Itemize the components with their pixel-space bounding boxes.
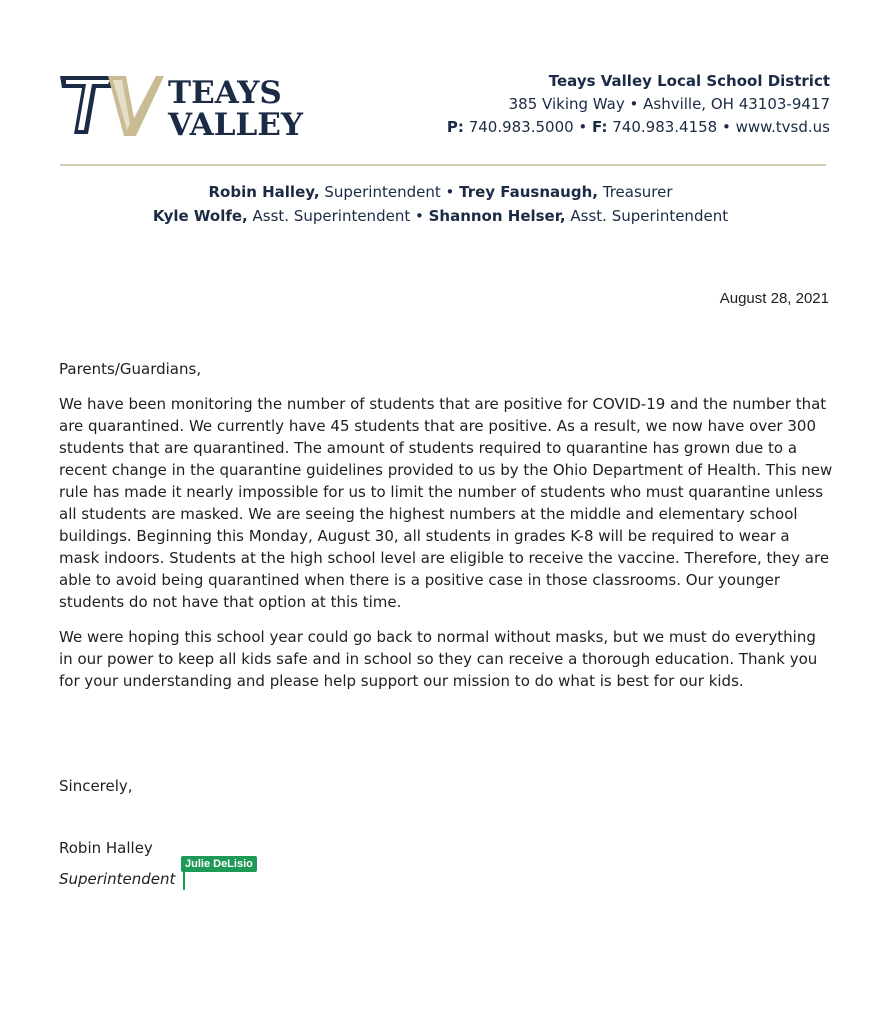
letter-body[interactable] xyxy=(59,358,834,692)
staff-name: Kyle Wolfe, xyxy=(152,207,248,225)
logo-word-valley: VALLEY xyxy=(168,107,304,140)
teays-valley-logo xyxy=(58,72,326,140)
staff-name: Shannon Helser, xyxy=(428,207,566,225)
body-paragraph-2: We were hoping this school year could go back to normal without masks, but we must do everything in our power to keep all kids safe and in school so they can receive a thorough education. Thank you for your understanding and please help support our mission to do what is best for our kids. xyxy=(59,628,818,690)
closing: Sincerely, xyxy=(59,777,133,795)
letter-date: August 28, 2021 xyxy=(719,290,829,307)
staff-name: Robin Halley, xyxy=(208,183,320,201)
staff-role: Superintendent • xyxy=(319,183,460,201)
district-address: 385 Viking Way • Ashville, OH 43103-9417 xyxy=(508,95,830,113)
staff-role: Asst. Superintendent xyxy=(565,207,729,225)
collaborator-name-tag: Julie DeLisio xyxy=(181,856,257,872)
fax-and-website: 740.983.4158 • www.tvsd.us xyxy=(607,118,830,136)
phone-number: 740.983.5000 • xyxy=(463,118,593,136)
logo-t-shape xyxy=(60,76,116,134)
body-paragraph-1: We have been monitoring the number of students that are positive for COVID-19 and the number that are quarantined. We currently have 45 students that are positive. As a result, we now have over 300 students that are quarantined. The amount of students required to quarantine has grown due to a recent change in the quarantine guidelines provided to us by the Ohio Department of Health. This new rule has made it nearly impossible for us to limit the number of students who must quarantine unless all students are masked. We are seeing the highest numbers at the middle and elementary school buildings. Beginning this Monday, August 30, all students in grades K-8 will be required to wear a mask indoors. Students at the high school level are eligible to receive the vaccine. Therefore, they are able to avoid being quarantined when there is a positive case in those classrooms. Our younger students do not have that option at this time. xyxy=(59,395,833,611)
staff-name: Trey Fausnaugh, xyxy=(459,183,598,201)
staff-line-2 xyxy=(0,204,881,228)
staff-role: Treasurer xyxy=(597,183,673,201)
district-name: Teays Valley Local School District xyxy=(548,72,830,90)
staff-list xyxy=(0,180,881,228)
district-phone-fax xyxy=(447,116,830,139)
logo-v-shape xyxy=(108,76,164,136)
collaborator-text-cursor xyxy=(183,871,185,890)
logo-word-teays: TEAYS xyxy=(168,75,282,111)
phone-label: P: xyxy=(446,118,464,136)
fax-label: F: xyxy=(592,118,608,136)
staff-line-1 xyxy=(0,180,881,204)
staff-role: Asst. Superintendent • xyxy=(247,207,429,225)
signer-name: Robin Halley xyxy=(59,839,153,857)
header-divider xyxy=(60,164,826,166)
signer-title: Superintendent xyxy=(59,870,176,888)
salutation: Parents/Guardians, xyxy=(59,360,202,378)
district-contact-block xyxy=(447,70,830,139)
